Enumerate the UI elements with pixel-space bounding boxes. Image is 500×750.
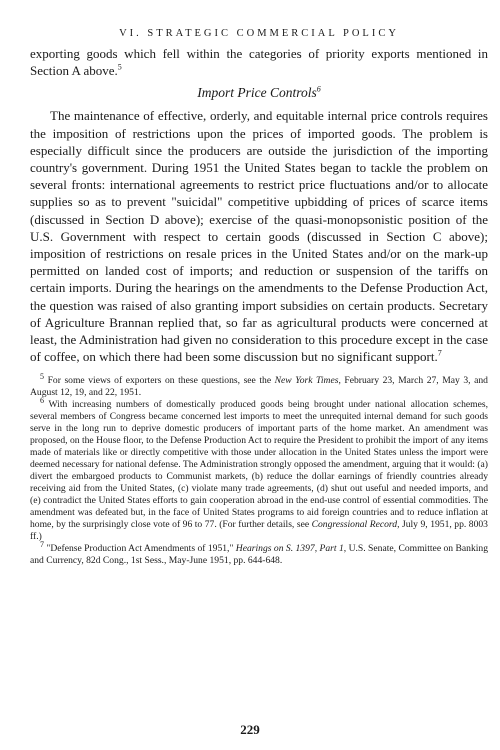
- footnote-7: [30, 540, 488, 567]
- footnote-7-mark: 7: [40, 540, 44, 550]
- footnote-7-text: "Defense Production Act Amendments of 1951,": [46, 543, 236, 555]
- page-number: 229: [240, 722, 260, 737]
- footnote-6-text: With increasing numbers of domestically produced goods being brought under national allocation schemes, several members of Congress became concerned lest imports to meet the unrequited internal demand for such goods serve in the long run to deprive domestic producers of important parts of the home market. An amendment was proposed, on the House floor, to the Defense Production Act to require the President to prohibit the import of any items made of materials like or directly competitive with those under allocation in the United States unless the import were deemed necessary for national defense. The Administration strongly opposed the amendment, arguing that it would: (a) divert the embargoed products to Communist markets, (b) reduce the dollar earnings of friendly countries already receiving aid from the United States, (c) violate many trade agreements, (d) shut out useful and needed imports, and (e) contradict the United States efforts to gain cooperation abroad in the end-use control of essential commodities. The amendment was defeated but, in the face of United States programs to aid foreign countries and to reduce inflation at home, by the surprisingly close vote of 96 to 77. (For further details, see: [30, 399, 488, 531]
- footnote-6-mark: 6: [40, 396, 44, 406]
- section-heading: [30, 85, 488, 101]
- footnote-5: [30, 372, 488, 399]
- note-ref-5: 5: [117, 62, 122, 72]
- footnote-6-source: Congressional Record: [311, 519, 398, 531]
- footnote-6-text-end: , July 9, 1951, pp. 8003 ff.): [30, 519, 488, 543]
- section-heading-text: Import Price Controls: [197, 85, 317, 101]
- main-paragraph: [30, 107, 488, 365]
- book-page: [30, 28, 488, 567]
- footnotes: [30, 372, 488, 567]
- footnote-7-text-end: , U.S. Senate, Committee on Banking and Currency, 82d Cong., 1st Sess., May-June 1951, pp. 644-648.: [30, 543, 488, 567]
- footnote-6: [30, 396, 488, 543]
- footnote-5-text-end: , February 23, March 27, May 3, and August 12, 19, and 22, 1951.: [30, 375, 488, 399]
- footnote-5-source: New York Times: [274, 375, 339, 387]
- main-paragraph-text: The maintenance of effective, orderly, and equitable internal price controls requires the imposition of restrictions upon the prices of imported goods. The problem is especially difficult since the producers are outside the jurisdiction of the importing country's government. During 1951 the United States began to tackle the problem on several fronts: international agreements to restrict price fluctuations and/or to allocate supplies so as to prevent "suicidal" competitive upbidding of prices of scarce items (discussed in Section D above); exercise of the quasi-monopsonistic position of the U.S. Government with respect to certain goods (discussed in Section C above); imposition of restrictions on resale prices in the United States and/or on the mark-up permitted on landed cost of imports; and reduction or suspension of the tariffs on certain imports. During the hearings on the amendments to the Defense Production Act, the question was raised of also granting import subsidies on certain products. Secretary of Agriculture Brannan replied that, so far as agricultural products were concerned at least, the Administration had given no consideration to this procedure except in the case of coffee, on which there had been some discussion but no significant support.: [30, 108, 488, 365]
- running-head: VI. STRATEGIC COMMERCIAL POLICY: [119, 28, 399, 39]
- footnote-7-source: Hearings on S. 1397, Part 1: [235, 543, 344, 555]
- footnote-5-text: For some views of exporters on these questions, see the: [47, 375, 275, 387]
- note-ref-6: 6: [316, 84, 321, 94]
- carryover-text: exporting goods which fell within the categories of priority exports mentioned in Section A above.: [30, 46, 488, 79]
- note-ref-7: 7: [437, 348, 442, 358]
- carryover-paragraph: [30, 45, 488, 79]
- footnote-5-mark: 5: [40, 372, 44, 382]
